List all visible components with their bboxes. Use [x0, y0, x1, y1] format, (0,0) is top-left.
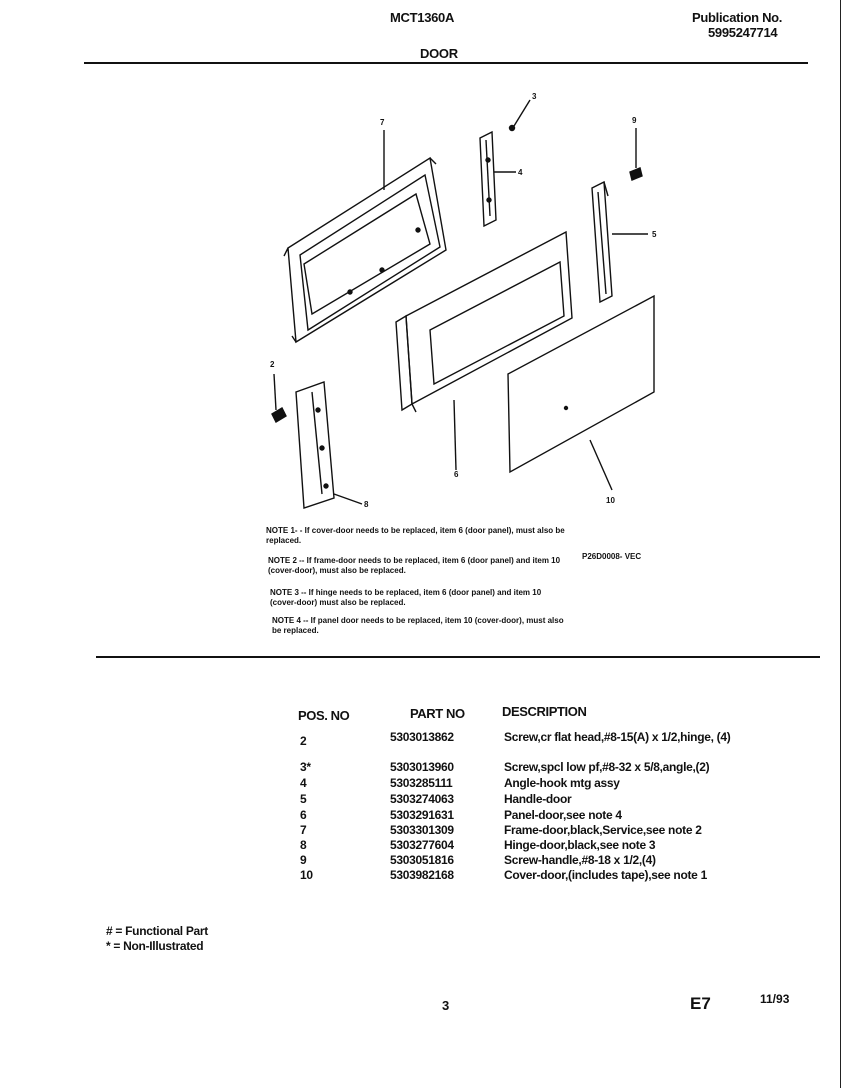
door-exploded-diagram: [0, 0, 848, 540]
screw-3-part: [510, 100, 531, 131]
page-edge: [840, 0, 841, 1088]
callout-7: 7: [380, 118, 385, 127]
part-cell: 5303013960: [390, 760, 454, 774]
legend-functional: # = Functional Part: [106, 924, 208, 938]
part-cell: 5303274063: [390, 792, 454, 806]
part-cell: 5303277604: [390, 838, 454, 852]
handle-door-part: [592, 182, 648, 302]
callout-5: 5: [652, 230, 657, 239]
pos-cell: 2: [300, 734, 307, 748]
screw-2-part: [272, 374, 286, 422]
pos-cell: 7: [300, 823, 307, 837]
note-1: NOTE 1- - If cover-door needs to be replaced, item 6 (door panel), must also be replaced.: [266, 526, 565, 545]
part-cell: 5303285111: [390, 776, 453, 790]
legend-non-illustrated: * = Non-Illustrated: [106, 939, 204, 953]
part-cell: 5303051816: [390, 853, 454, 867]
table-row: [296, 853, 756, 868]
angle-hook-part: [480, 132, 516, 226]
description-cell: Screw-handle,#8-18 x 1/2,(4): [504, 853, 656, 867]
table-row: [296, 808, 756, 823]
part-cell: 5303982168: [390, 868, 454, 882]
diagram-code: P26D0008- VEC: [582, 552, 642, 561]
callout-9: 9: [632, 116, 637, 125]
description-cell: Screw,cr flat head,#8-15(A) x 1/2,hinge, (4): [504, 730, 731, 744]
pos-cell: 5: [300, 792, 307, 806]
table-row: [296, 823, 756, 838]
part-cell: 5303291631: [390, 808, 454, 822]
section-title: DOOR: [420, 46, 458, 61]
callout-4: 4: [518, 168, 523, 177]
publication-label: Publication No.: [692, 10, 783, 25]
section-rule: [96, 656, 820, 658]
footer-code: E7: [690, 994, 711, 1013]
part-cell: 5303013862: [390, 730, 454, 744]
pos-cell: 3*: [300, 760, 311, 774]
screw-9-part: [630, 128, 642, 180]
column-header-pos: POS. NO: [298, 708, 350, 723]
note-3: NOTE 3 -- If hinge needs to be replaced, item 6 (door panel) and item 10 (cover-door) must also be replaced.: [270, 588, 542, 607]
callout-2: 2: [270, 360, 275, 369]
pos-cell: 9: [300, 853, 307, 867]
page-number: 3: [442, 998, 450, 1013]
table-row: [296, 868, 756, 883]
table-row: [296, 792, 756, 807]
cover-door-part: [508, 296, 654, 490]
footer-date: 11/93: [760, 992, 790, 1006]
note-2: NOTE 2 -- If frame-door needs to be replaced, item 6 (door panel) and item 10 (cover-door), must also be replaced.: [268, 556, 561, 575]
column-header-description: DESCRIPTION: [502, 704, 587, 719]
description-cell: Panel-door,see note 4: [504, 808, 622, 822]
pos-cell: 4: [300, 776, 307, 790]
description-cell: Screw,spcl low pf,#8-32 x 5/8,angle,(2): [504, 760, 710, 774]
publication-number: 5995247714: [708, 25, 778, 40]
callout-3: 3: [532, 92, 537, 101]
description-cell: Handle-door: [504, 792, 572, 806]
model-number: MCT1360A: [390, 10, 455, 25]
table-row: [296, 730, 756, 748]
description-cell: Hinge-door,black,see note 3: [504, 838, 656, 852]
hinge-door-part: [296, 382, 362, 508]
table-row: [296, 776, 756, 791]
panel-door-part: [396, 232, 572, 470]
column-header-part: PART NO: [410, 706, 465, 721]
frame-door-part: [284, 158, 446, 342]
pos-cell: 8: [300, 838, 307, 852]
description-cell: Cover-door,(includes tape),see note 1: [504, 868, 707, 882]
description-cell: Frame-door,black,Service,see note 2: [504, 823, 702, 837]
note-4: NOTE 4 -- If panel door needs to be replaced, item 10 (cover-door), must also be replaced.: [272, 616, 564, 635]
callout-8: 8: [364, 500, 369, 509]
description-cell: Angle-hook mtg assy: [504, 776, 620, 790]
part-cell: 5303301309: [390, 823, 454, 837]
pos-cell: 10: [300, 868, 313, 882]
pos-cell: 6: [300, 808, 307, 822]
callout-10: 10: [606, 496, 615, 505]
table-row: [296, 760, 756, 775]
table-row: [296, 838, 756, 853]
callout-6: 6: [454, 470, 459, 479]
